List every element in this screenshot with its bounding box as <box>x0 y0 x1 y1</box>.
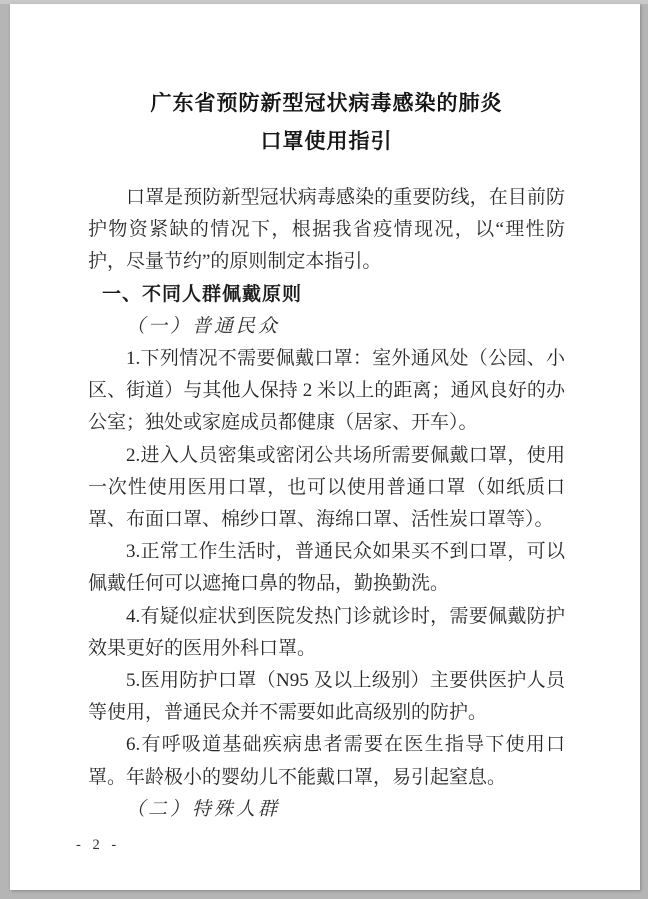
section-heading-1: 一、不同人群佩戴原则 <box>102 283 303 305</box>
document-page <box>10 4 640 890</box>
intro-paragraph: 口罩是预防新型冠状病毒感染的重要防线，在目前防护物资紧缺的情况下，根据我省疫情现况，以“理性防护，尽量节约”的原则制定本指引。 <box>88 187 565 273</box>
subsection-heading-ordinary-public: （一）普通民众 <box>126 315 281 337</box>
list-item-6: 6.有呼吸道基础疾病患者需要在医生指导下使用口罩。年龄极小的婴幼儿不能戴口罩，易引起窒息。 <box>88 734 565 788</box>
subsection-heading-special-groups: （二）特殊人群 <box>126 798 281 820</box>
list-item-4: 4.有疑似症状到医院发热门诊就诊时，需要佩戴防护效果更好的医用外科口罩。 <box>88 605 565 659</box>
document-content <box>10 4 640 826</box>
page-number: - 2 - <box>76 837 121 853</box>
list-item-3: 3.正常工作生活时，普通民众如果买不到口罩，可以佩戴任何可以遮掩口鼻的物品，勤换勤洗。 <box>88 541 565 595</box>
list-item-1: 1.下列情况不需要佩戴口罩：室外通风处（公园、小区、街道）与其他人保持 2 米以上的距离；通风良好的办公室；独处或家庭成员都健康（居家、开车）。 <box>88 348 565 434</box>
list-item-2: 2.进入人员密集或密闭公共场所需要佩戴口罩，使用一次性使用医用口罩，也可以使用普通口罩（如纸质口罩、布面口罩、棉纱口罩、海绵口罩、活性炭口罩等）。 <box>88 444 565 531</box>
document-title <box>88 84 565 160</box>
list-item-5: 5.医用防护口罩（N95 及以上级别）主要供医护人员等使用，普通民众并不需要如此高级别的防护。 <box>88 670 565 724</box>
document-title-line1: 广东省预防新型冠状病毒感染的肺炎 <box>150 91 503 115</box>
document-title-line2: 口罩使用指引 <box>260 129 393 153</box>
